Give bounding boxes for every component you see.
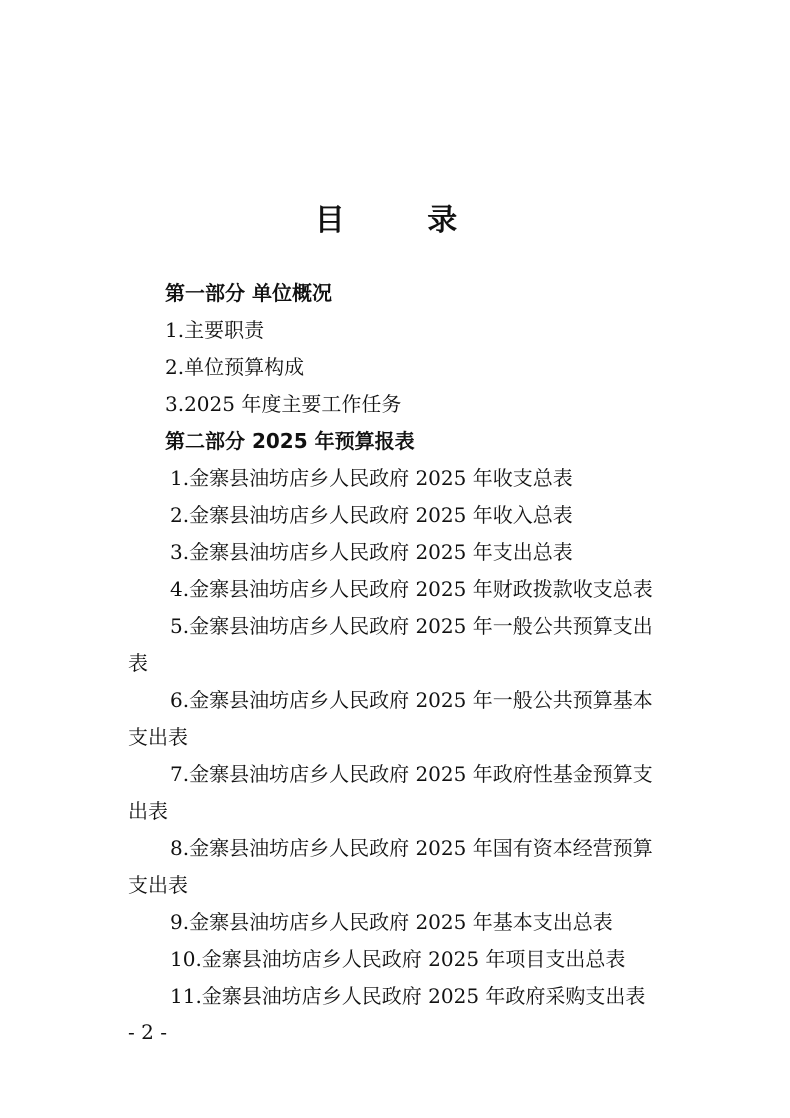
toc-item-continuation: 出表	[128, 799, 168, 823]
toc-item-continuation: 支出表	[128, 725, 188, 749]
toc-item: 3.2025 年度主要工作任务	[165, 392, 402, 416]
toc-item: 7.金寨县油坊店乡人民政府 2025 年政府性基金预算支	[170, 762, 653, 786]
toc-item: 11.金寨县油坊店乡人民政府 2025 年政府采购支出表	[170, 984, 646, 1008]
toc-item: 3.金寨县油坊店乡人民政府 2025 年支出总表	[170, 540, 573, 564]
toc-item: 1.主要职责	[165, 318, 265, 342]
toc-item: 4.金寨县油坊店乡人民政府 2025 年财政拨款收支总表	[170, 577, 653, 601]
page-title: 目 录	[314, 203, 494, 238]
part1-heading: 第一部分 单位概况	[165, 281, 332, 305]
toc-item-continuation: 支出表	[128, 873, 188, 897]
toc-item: 8.金寨县油坊店乡人民政府 2025 年国有资本经营预算	[170, 836, 653, 860]
page-number: - 2 -	[128, 1020, 167, 1044]
toc-item: 5.金寨县油坊店乡人民政府 2025 年一般公共预算支出	[170, 614, 653, 638]
toc-item: 6.金寨县油坊店乡人民政府 2025 年一般公共预算基本	[170, 688, 653, 712]
part2-heading: 第二部分 2025 年预算报表	[165, 429, 415, 453]
toc-item: 2.金寨县油坊店乡人民政府 2025 年收入总表	[170, 503, 573, 527]
toc-item: 9.金寨县油坊店乡人民政府 2025 年基本支出总表	[170, 910, 613, 934]
toc-item: 2.单位预算构成	[165, 355, 305, 379]
toc-item: 1.金寨县油坊店乡人民政府 2025 年收支总表	[170, 466, 573, 490]
toc-item: 10.金寨县油坊店乡人民政府 2025 年项目支出总表	[170, 947, 626, 971]
toc-item-continuation: 表	[128, 651, 148, 675]
